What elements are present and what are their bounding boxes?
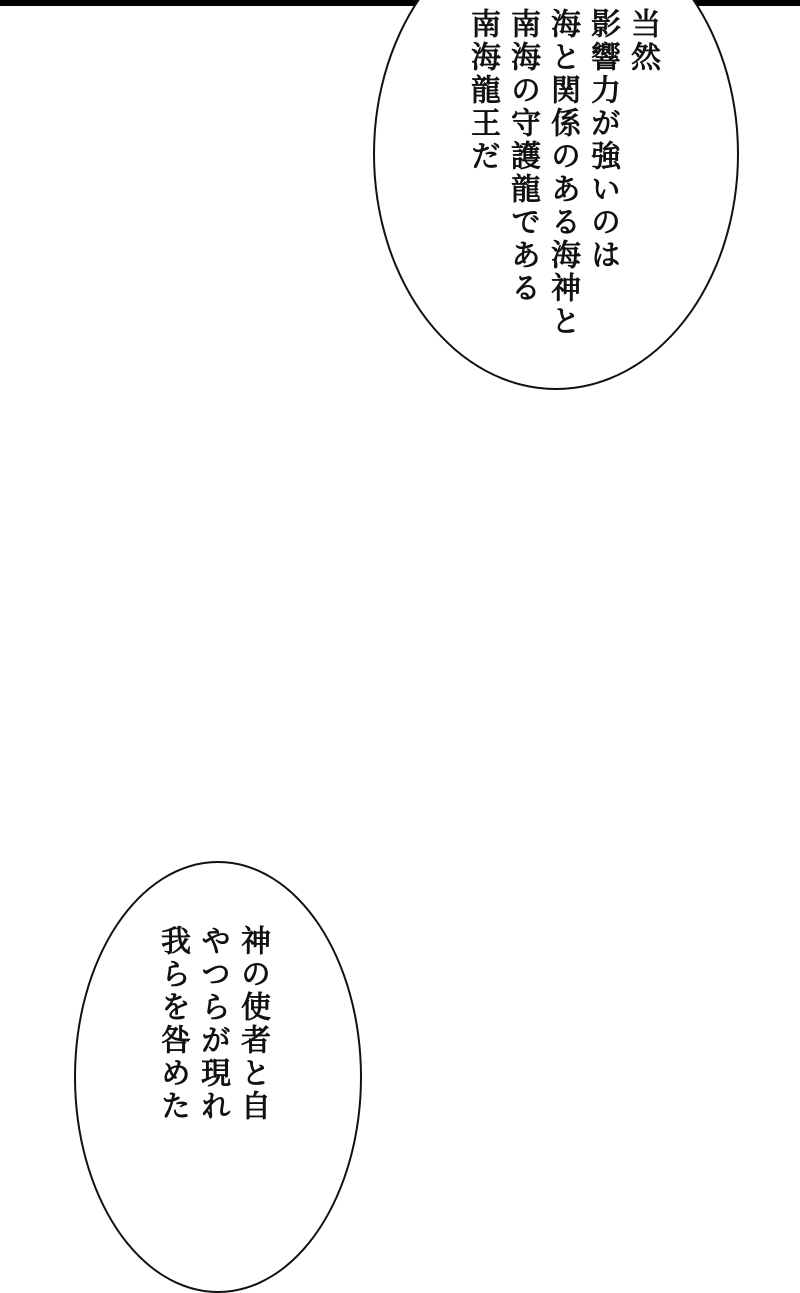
text-line: やつらが現れ	[195, 925, 230, 1123]
text-line: 当然	[625, 8, 660, 74]
text-line: 南海の守護龍である	[505, 8, 540, 305]
text-line: 影響力が強いのは	[585, 8, 620, 272]
speech-bubble-bottom-text	[152, 925, 272, 1123]
text-line: 南海龍王だ	[465, 8, 500, 173]
text-line: 海と関係のある海神と	[545, 8, 580, 338]
speech-bubble-top-text	[462, 8, 662, 338]
text-line: 我らを咎めた	[155, 925, 190, 1123]
text-line: 神の使者と自	[235, 925, 270, 1123]
